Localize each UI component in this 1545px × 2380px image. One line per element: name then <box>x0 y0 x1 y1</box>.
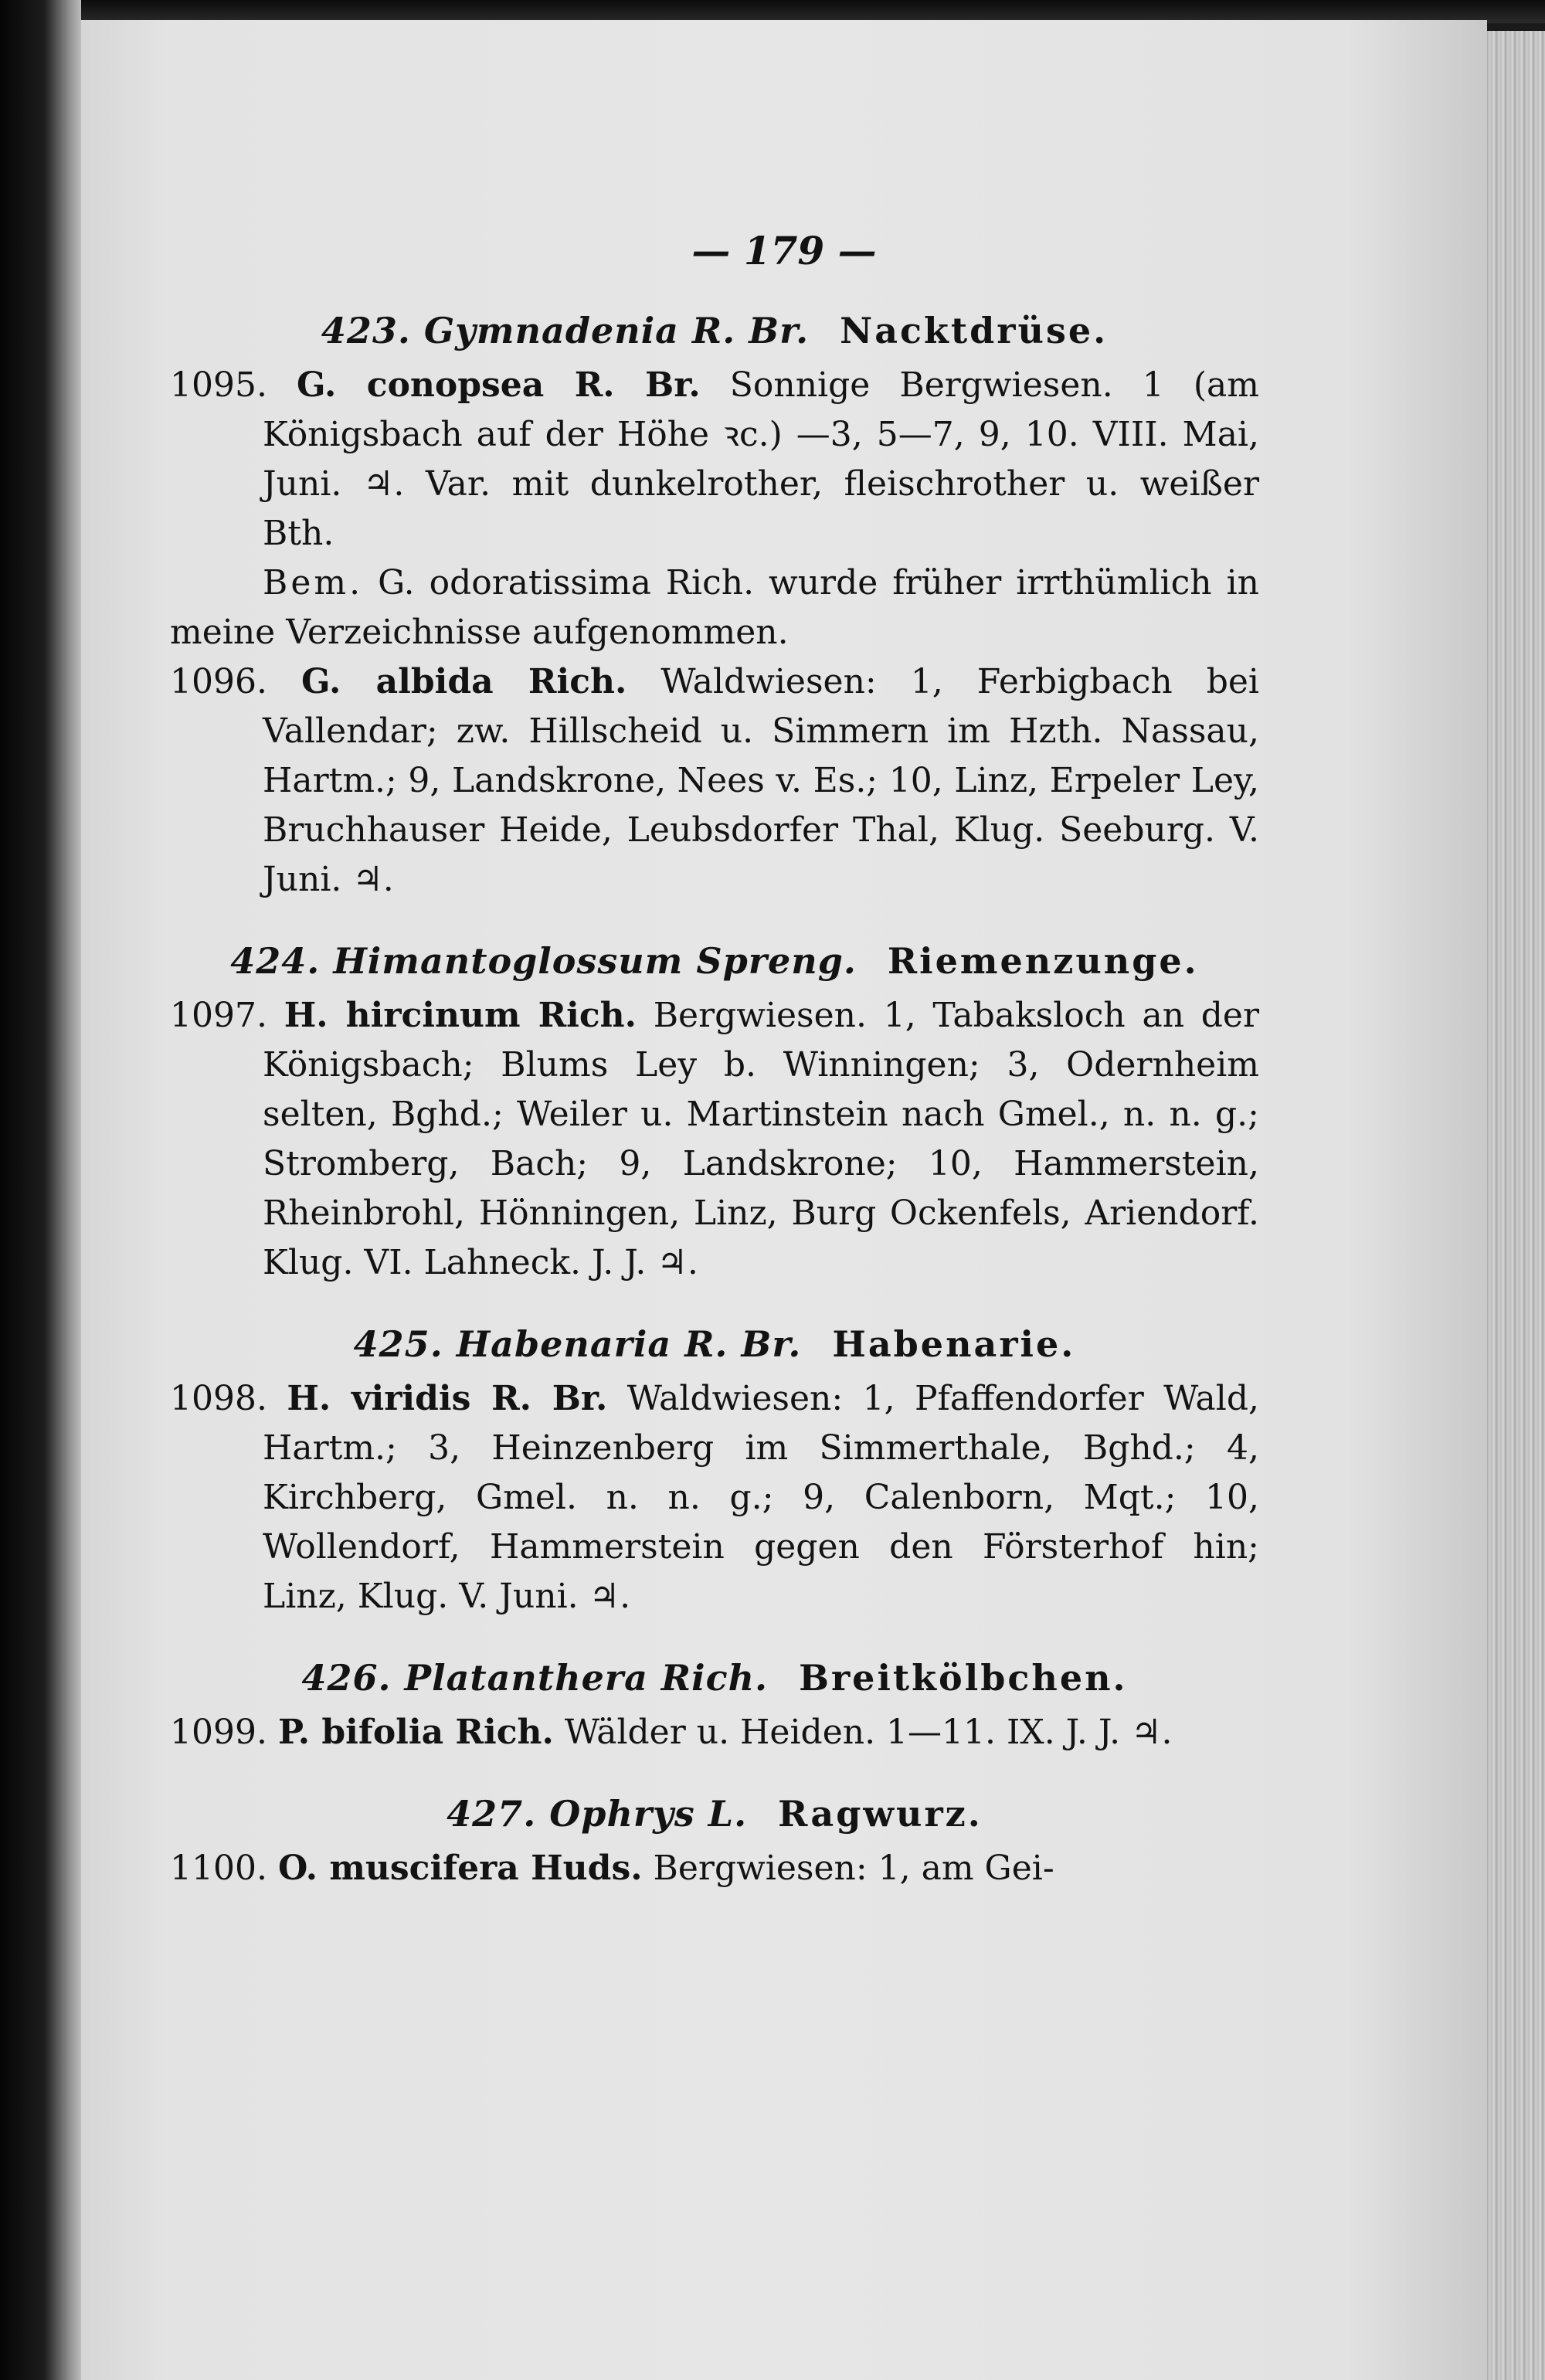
genus-name: 427. Ophrys L. <box>447 1793 748 1835</box>
genus-name: 426. Platanthera Rich. <box>301 1657 769 1699</box>
genus-german-name: Riemenzunge. <box>887 940 1199 982</box>
species-entry <box>170 1844 1259 1893</box>
remark-label: Bem. <box>263 563 364 603</box>
species-entry <box>170 361 1259 559</box>
species-entry <box>170 1708 1259 1757</box>
book-binding-edge <box>0 0 81 2380</box>
species-name: H. viridis R. Br. <box>287 1379 608 1418</box>
species-name: G. albida Rich. <box>301 662 627 701</box>
genus-german-name: Ragwurz. <box>778 1793 983 1835</box>
species-name: P. bifolia Rich. <box>277 1713 554 1752</box>
genus-german-name: Breitkölbchen. <box>799 1657 1128 1699</box>
entry-text: Sonnige Bergwiesen. 1 (am Königsbach auf der Höhe ꝛc.) —3, 5—7, 9, 10. VIII. Mai, Juni. ♃. Var. mit dunkelrother, fleischrother u. weißer Bth. <box>263 365 1259 553</box>
entry-text: Waldwiesen: 1, Pfaffendorfer Wald, Hartm.; 3, Heinzenberg im Simmerthale, Bghd.; 4, Kirchberg, Gmel. n. n. g.; 9, Calenborn, Mqt.; 10, Wollendorf, Hammerstein gegen den Försterhof hin; Linz, Klug. V. Juni. ♃. <box>263 1379 1259 1616</box>
entry-number: 1095. <box>170 365 267 405</box>
genus-name: 423. Gymnadenia R. Br. <box>321 310 810 351</box>
genus-heading <box>170 1652 1259 1703</box>
page-content <box>170 305 1259 1893</box>
genus-name: 425. Habenaria R. Br. <box>353 1323 802 1365</box>
genus-heading <box>170 935 1259 986</box>
entry-text: Bergwiesen. 1, Tabaksloch an der Königsbach; Blums Ley b. Winningen; 3, Odernheim selten, Bghd.; Weiler u. Martinstein nach Gmel., n. n. g.; Stromberg, Bach; 9, Landskrone; 10, Hammerstein, Rheinbrohl, Hönningen, Linz, Burg Ockenfels, Ariendorf. Klug. VI. Lahneck. J. J. ♃. <box>263 996 1259 1282</box>
page-number: — 179 — <box>691 228 877 273</box>
species-name: G. conopsea R. Br. <box>297 365 701 405</box>
entry-text: Wälder u. Heiden. 1—11. IX. J. J. ♃. <box>564 1713 1173 1752</box>
species-entry <box>170 991 1259 1288</box>
entry-number: 1098. <box>170 1379 267 1418</box>
species-entry <box>170 657 1259 905</box>
species-name: H. hircinum Rich. <box>284 996 637 1035</box>
genus-heading <box>170 1788 1259 1839</box>
entry-number: 1099. <box>170 1713 267 1752</box>
remark-text: G. odoratissima Rich. wurde früher irrthümlich in meine Verzeichnisse aufgenommen. <box>170 563 1259 652</box>
entry-text: Waldwiesen: 1, Ferbigbach bei Vallendar; zw. Hillscheid u. Simmern im Hzth. Nassau, Hartm.; 9, Landskrone, Nees v. Es.; 10, Linz, Erpeler Ley, Bruchhauser Heide, Leubsdorfer Thal, Klug. Seeburg. V. Juni. ♃. <box>263 662 1259 899</box>
remark <box>170 559 1259 657</box>
genus-heading <box>170 1319 1259 1370</box>
genus-german-name: Habenarie. <box>832 1323 1076 1365</box>
entry-text: Bergwiesen: 1, am Gei- <box>653 1849 1054 1888</box>
genus-name: 424. Himantoglossum Spreng. <box>230 940 857 982</box>
genus-german-name: Nacktdrüse. <box>840 310 1109 351</box>
species-name: O. muscifera Huds. <box>277 1849 643 1888</box>
entry-number: 1097. <box>170 996 267 1035</box>
entry-number: 1100. <box>170 1849 267 1888</box>
genus-heading <box>170 305 1259 356</box>
species-entry <box>170 1374 1259 1621</box>
entry-number: 1096. <box>170 662 267 701</box>
